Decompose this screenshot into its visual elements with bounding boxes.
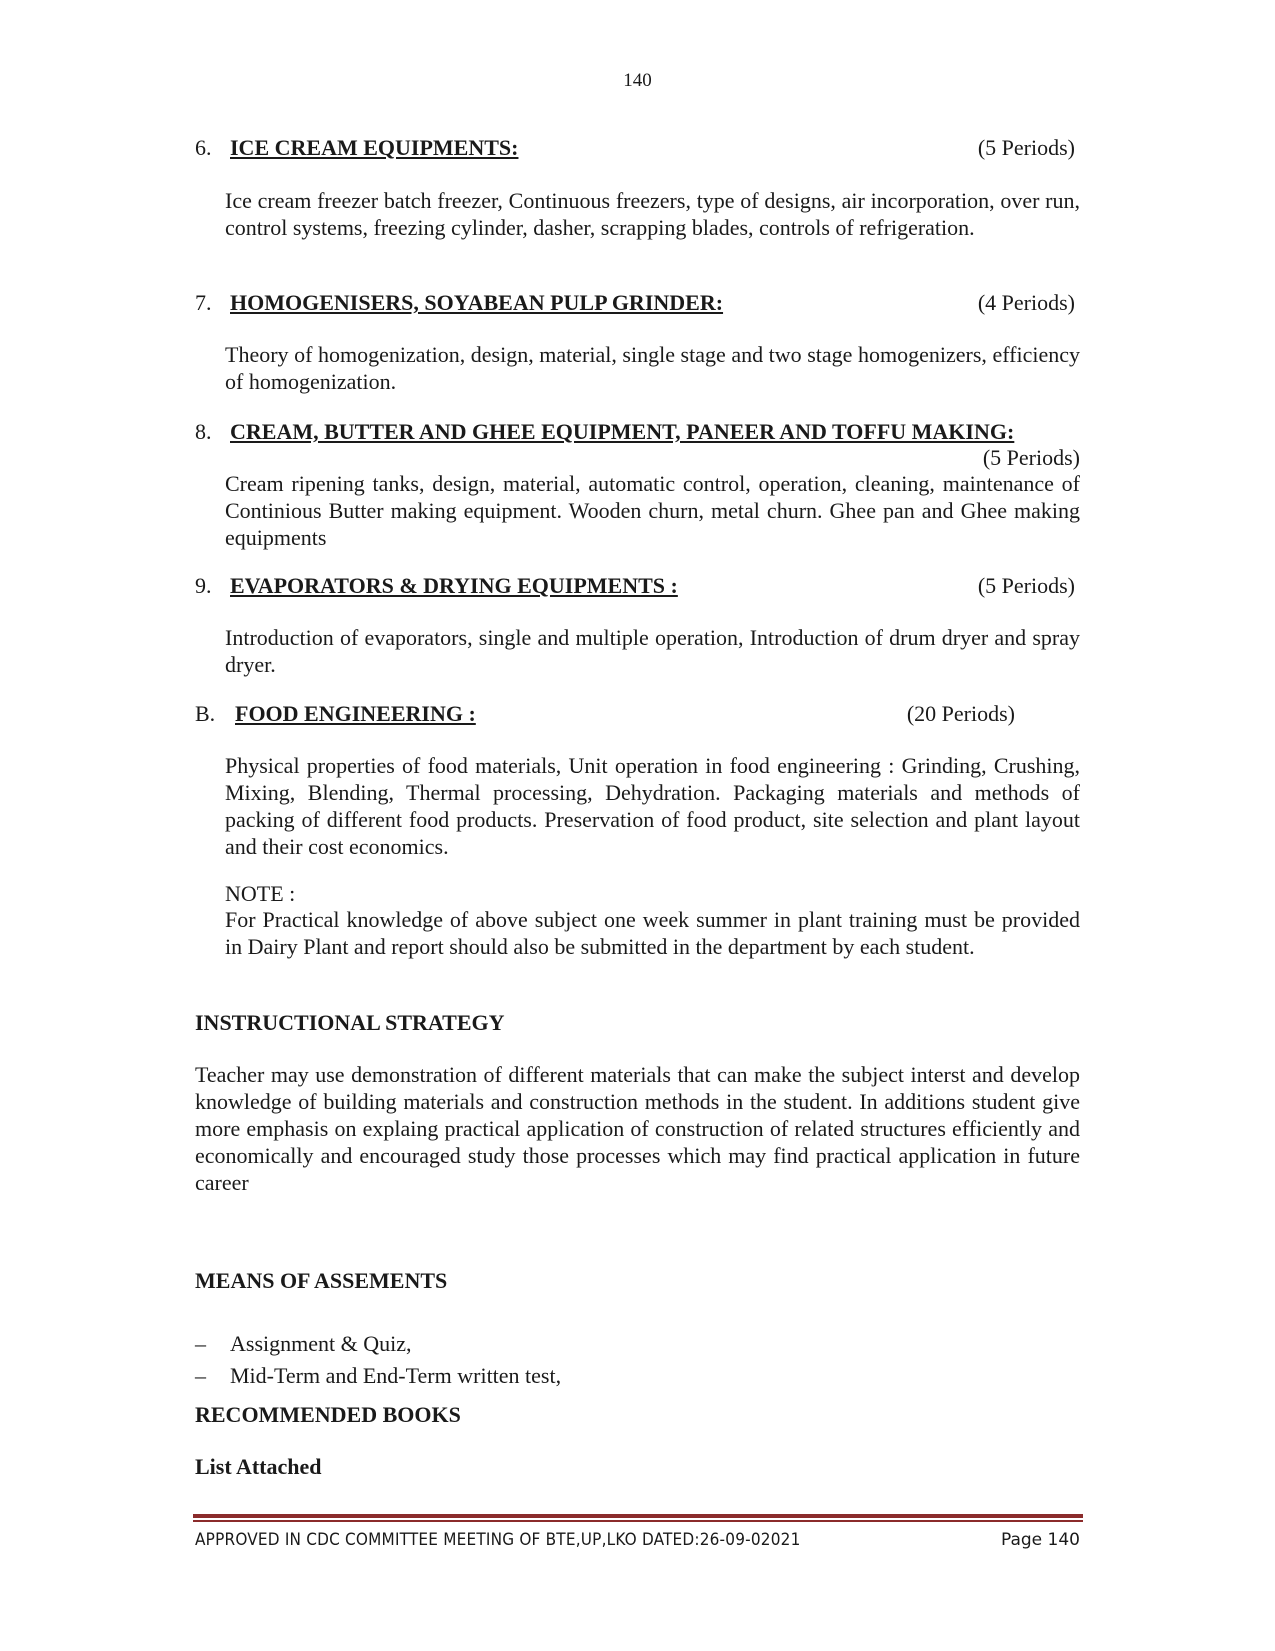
section-periods: (5 Periods)	[977, 135, 1075, 160]
dash-bullet: –	[195, 1363, 206, 1388]
section-title: HOMOGENISERS, SOYABEAN PULP GRINDER:	[230, 290, 724, 315]
list-item	[195, 1362, 561, 1394]
means-of-assessments-heading: MEANS OF ASSEMENTS	[195, 1268, 448, 1293]
section-periods: (5 Periods)	[977, 573, 1075, 598]
section-periods: (20 Periods)	[906, 701, 1015, 726]
list-item	[195, 1330, 561, 1362]
dash-bullet: –	[195, 1331, 206, 1356]
section-title: EVAPORATORS & DRYING EQUIPMENTS :	[230, 573, 678, 598]
page-number: 140	[623, 70, 652, 91]
books-list-note: List Attached	[195, 1454, 322, 1479]
section-periods: (4 Periods)	[977, 290, 1075, 315]
list-item-text: Mid-Term and End-Term written test,	[230, 1363, 562, 1388]
section-9-body: Introduction of evaporators, single and multiple operation, Introduction of drum dryer and spray dryer.	[225, 625, 1080, 677]
section-number: 8.	[195, 419, 212, 444]
section-8-body: Cream ripening tanks, design, material, automatic control, operation, cleaning, maintenance of Continious Butter making equipment. Wooden churn, metal churn. Ghee pan and Ghee making equipments	[225, 471, 1080, 550]
section-title: CREAM, BUTTER AND GHEE EQUIPMENT, PANEER AND TOFFU MAKING:	[230, 419, 1015, 444]
instructional-strategy-heading: INSTRUCTIONAL STRATEGY	[195, 1010, 505, 1035]
section-7-body: Theory of homogenization, design, material, single stage and two stage homogenizers, efficiency of homogenization.	[225, 342, 1080, 394]
section-number: 9.	[195, 573, 212, 598]
instructional-strategy-body: Teacher may use demonstration of different materials that can make the subject interst and develop knowledge of building materials and construction methods in the student. In additions student give more emphasis on explaing practical application of construction of related structures efficiently and economically and encouraged study those processes which may find practical application in future career	[195, 1062, 1080, 1195]
assessment-list	[195, 1330, 561, 1394]
footer-page-number: Page 140	[1000, 1530, 1080, 1550]
note-body: For Practical knowledge of above subject one week summer in plant training must be provided in Dairy Plant and report should also be submitted in the department by each student.	[225, 907, 1080, 959]
section-number: 6.	[195, 135, 212, 160]
section-8-periods: (5 Periods)	[982, 445, 1080, 470]
section-b-body: Physical properties of food materials, Unit operation in food engineering : Grinding, Crushing, Mixing, Blending, Thermal processing, Dehydration. Packaging materials and methods of packing of different food products. Preservation of food product, site selection and plant layout and their cost economics.	[225, 753, 1080, 859]
section-number: 7.	[195, 290, 212, 315]
note-heading: NOTE :	[225, 881, 296, 906]
section-6-body: Ice cream freezer batch freezer, Continuous freezers, type of designs, air incorporation, over run, control systems, freezing cylinder, dasher, scrapping blades, controls of refrigeration.	[225, 188, 1080, 240]
list-item-text: Assignment & Quiz,	[230, 1331, 412, 1356]
footer-approval-text: APPROVED IN CDC COMMITTEE MEETING OF BTE,UP,LKO DATED:26-09-02021	[195, 1530, 801, 1550]
section-number: B.	[195, 701, 216, 726]
section-title: FOOD ENGINEERING :	[235, 701, 476, 726]
recommended-books-heading: RECOMMENDED BOOKS	[195, 1402, 461, 1427]
footer-rule	[193, 1514, 1083, 1522]
section-title: ICE CREAM EQUIPMENTS:	[230, 135, 519, 160]
